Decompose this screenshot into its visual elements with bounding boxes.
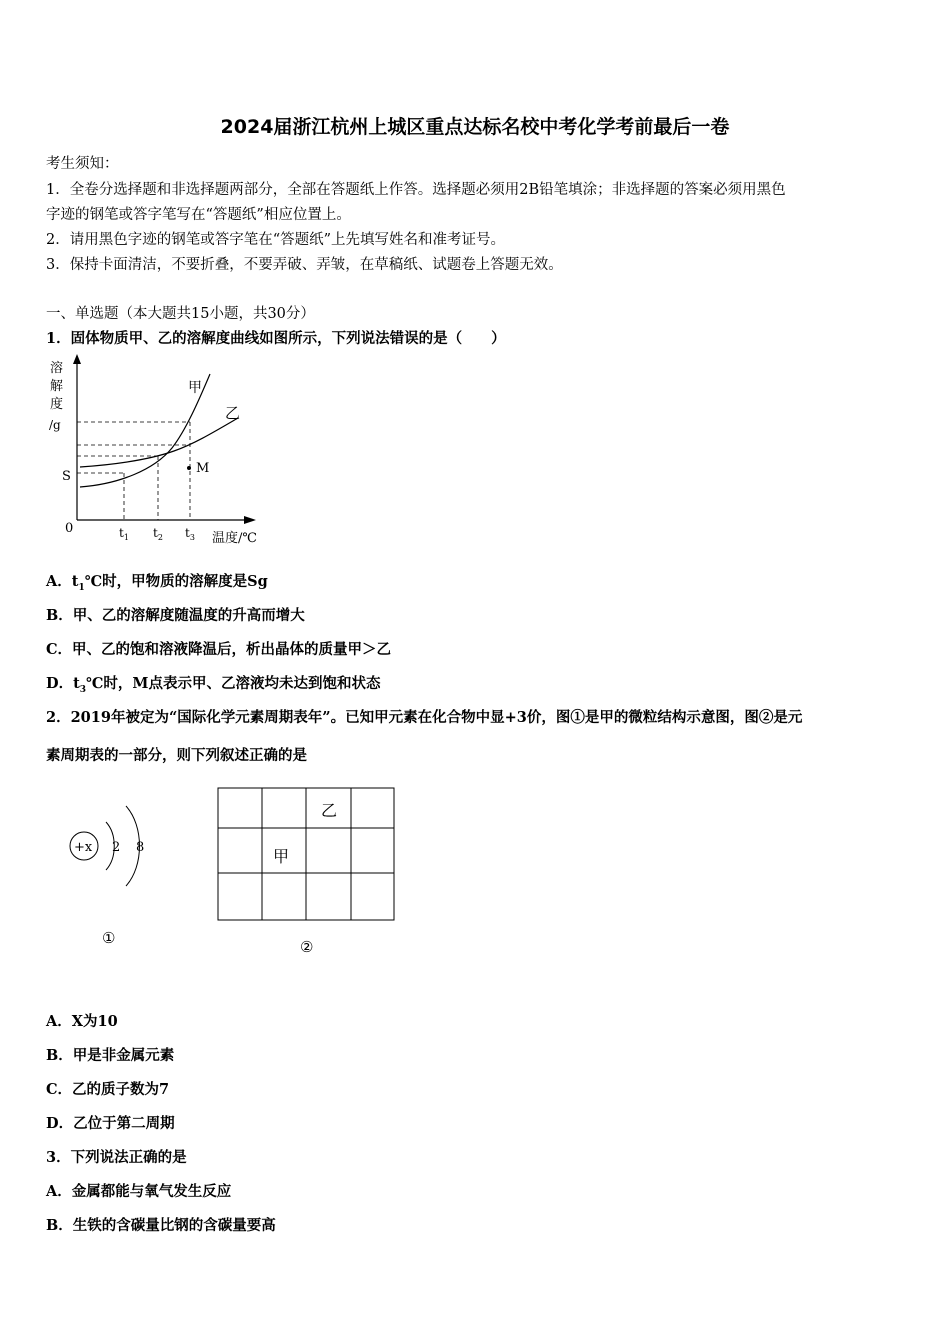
cell-yi: 乙 [321,801,338,820]
y-axis-arrow [73,354,81,364]
ylabel-char-3: 度 [50,397,64,412]
q2-option-b: B．甲是非金属元素 [46,1047,175,1064]
ylabel-char-1: 溶 [50,361,64,376]
question-1-stem: 1．固体物质甲、乙的溶解度曲线如图所示，下列说法错误的是（ ） [46,330,506,347]
ylabel-char-2: 解 [50,379,64,394]
solubility-graph [44,352,274,552]
curve-yi-label: 乙 [225,404,241,422]
notice-item-1a: 1．全卷分选择题和非选择题两部分，全部在答题纸上作答。选择题必须用2B铅笔填涂；非选择题的答案必须用黑色 [46,182,786,198]
question-3-stem: 3．下列说法正确的是 [46,1149,187,1166]
q3-option-b: B．生铁的含碳量比钢的含碳量要高 [46,1217,276,1234]
point-m [187,466,191,470]
notice-item-1b: 字迹的钢笔或答字笔写在“答题纸”相应位置上。 [46,207,351,223]
tick-t2: $t_2$ [153,526,163,542]
exam-title: 2024届浙江杭州上城区重点达标名校中考化学考前最后一卷 [220,116,730,138]
notice-item-2: 2．请用黑色字迹的钢笔或答字笔在“答题纸”上先填写姓名和准考证号。 [46,232,506,248]
periodic-table-fragment [215,785,400,960]
cell-jia: 甲 [273,847,290,866]
atom-structure-diagram [62,800,172,950]
ylabel-char-4: /g [49,418,61,432]
q1-option-a: A．$t_1℃$时，甲物质的溶解度是Sg [46,573,268,593]
tick-t3: $t_3$ [185,526,195,542]
curve-jia-label: 甲 [188,380,202,396]
s-label: S [62,469,71,484]
origin-label: 0 [65,521,74,536]
q2-option-a: A．X为10 [46,1013,118,1030]
diagram-2-caption: ② [300,938,314,956]
x-axis-arrow [244,516,256,524]
q2-option-c: C．乙的质子数为7 [46,1081,170,1098]
q1-option-b: B．甲、乙的溶解度随温度的升高而增大 [46,607,305,624]
section-heading: 一、单选题（本大题共15小题，共30分） [46,306,315,322]
curve-yi [80,418,238,467]
diagram-1-caption: ① [102,929,116,947]
point-m-label: M [196,461,210,476]
nucleus-label: +x [74,840,93,855]
q1-option-c: C．甲、乙的饱和溶液降温后，析出晶体的质量甲＞乙 [46,641,392,658]
q3-option-a: A．金属都能与氧气发生反应 [46,1183,232,1200]
notice-heading: 考生须知： [46,156,119,172]
shell-2-count: 8 [136,840,145,855]
tick-t1: $t_1$ [119,526,129,542]
q2-option-d: D．乙位于第二周期 [46,1115,175,1132]
x-axis-label: 温度/℃ [212,531,257,546]
notice-item-3: 3．保持卡面清洁，不要折叠，不要弄破、弄皱，在草稿纸、试题卷上答题无效。 [46,257,563,273]
q1-option-d: D．$t_3℃$时，M点表示甲、乙溶液均未达到饱和状态 [46,675,381,695]
shell-1-count: 2 [112,840,121,855]
question-2-stem-line2: 素周期表的一部分，则下列叙述正确的是 [46,747,307,764]
question-2-stem-line1: 2．2019年被定为“国际化学元素周期表年”。已知甲元素在化合物中显+3价，图①是甲的微粒结构示意图，图②是元 [46,709,803,726]
